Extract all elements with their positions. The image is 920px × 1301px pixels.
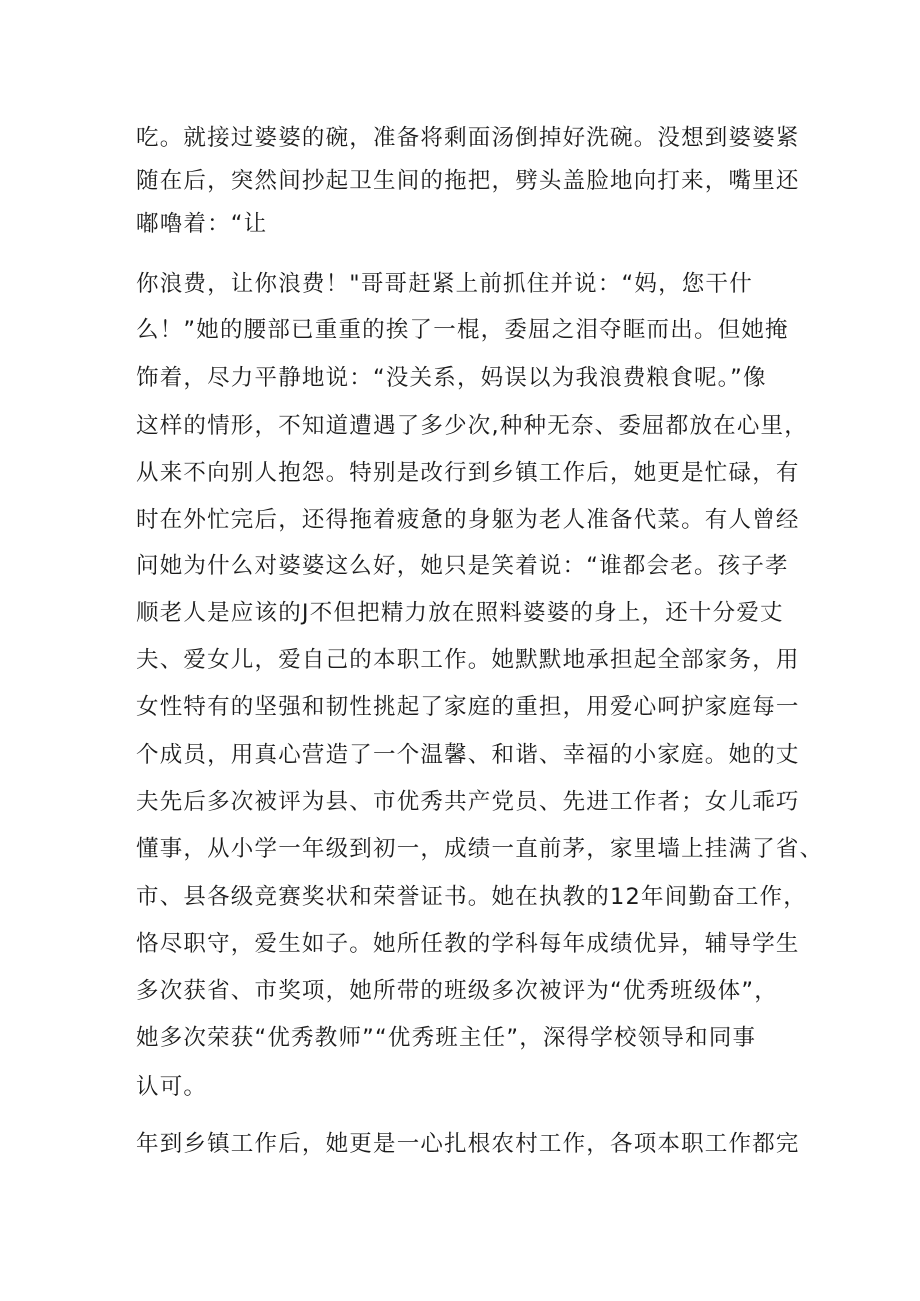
text-line-8: 从来不向别人抱怨。特别是改行到乡镇工作后，她更是忙碌，有	[136, 460, 800, 486]
text-line-9: 时在外忙完后，还得拖着疲惫的身躯为老人准备代菜。有人曾经	[136, 507, 800, 533]
text-line-14: 个成员，用真心营造了一个温馨、和谐、幸福的小家庭。她的丈	[136, 742, 800, 768]
text-line-5: 么！”她的腰部已重重的挨了一棍，委屈之泪夺眶而出。但她掩	[136, 317, 789, 343]
text-line-12: 夫、爱女儿，爱自己的本职工作。她默默地承担起全部家务，用	[136, 647, 800, 673]
text-line-1: 吃。就接过婆婆的碗，准备将剩面汤倒掉好洗碗。没想到婆婆紧	[136, 125, 800, 151]
text-line-6: 饰着，尽力平静地说：“没关系，妈误以为我浪费粮食呢。”像	[136, 365, 767, 391]
text-line-7: 这样的情形，不知道遭遇了多少次,种种无奈、委屈都放在心里，	[136, 413, 808, 439]
text-line-13: 女性特有的坚强和韧性挑起了家庭的重担，用爱心呵护家庭每一	[136, 694, 800, 720]
text-line-10: 问她为什么对婆婆这么好，她只是笑着说：“谁都会老。孩子孝	[136, 553, 789, 579]
text-line-2: 随在后，突然间抄起卫生间的拖把，劈头盖脸地向打来，嘴里还	[136, 168, 800, 194]
text-line-11: 顺老人是应该的J不但把精力放在照料婆婆的身上，还十分爱丈	[136, 600, 784, 626]
text-line-16: 懂事，从小学一年级到初一，成绩一直前茅，家里墙上挂满了省、	[136, 836, 824, 862]
text-line-19: 多次获省、市奖项，她所带的班级多次被评为“优秀班级体”，	[136, 978, 778, 1004]
text-line-17: 市、县各级竞赛奖状和荣誉证书。她在执教的12年间勤奋工作，	[136, 884, 807, 910]
text-line-4: 你浪费，让你浪费！"哥哥赶紧上前抓住并说：“妈，您干什	[136, 271, 753, 297]
text-line-22: 年到乡镇工作后，她更是一心扎根农村工作，各项本职工作都完	[136, 1131, 800, 1157]
text-line-18: 恪尽职守，爱生如子。她所任教的学科每年成绩优异，辅导学生	[136, 931, 800, 957]
text-line-3: 嘟嚕着：“让	[136, 211, 268, 237]
text-line-15: 夫先后多次被评为县、市优秀共产党员、先进工作者；女儿乖巧	[136, 789, 800, 815]
text-line-20: 她多次荣获“优秀教师”“优秀班主任”，深得学校领导和同事	[136, 1025, 757, 1051]
text-line-21: 认可。	[136, 1074, 208, 1100]
